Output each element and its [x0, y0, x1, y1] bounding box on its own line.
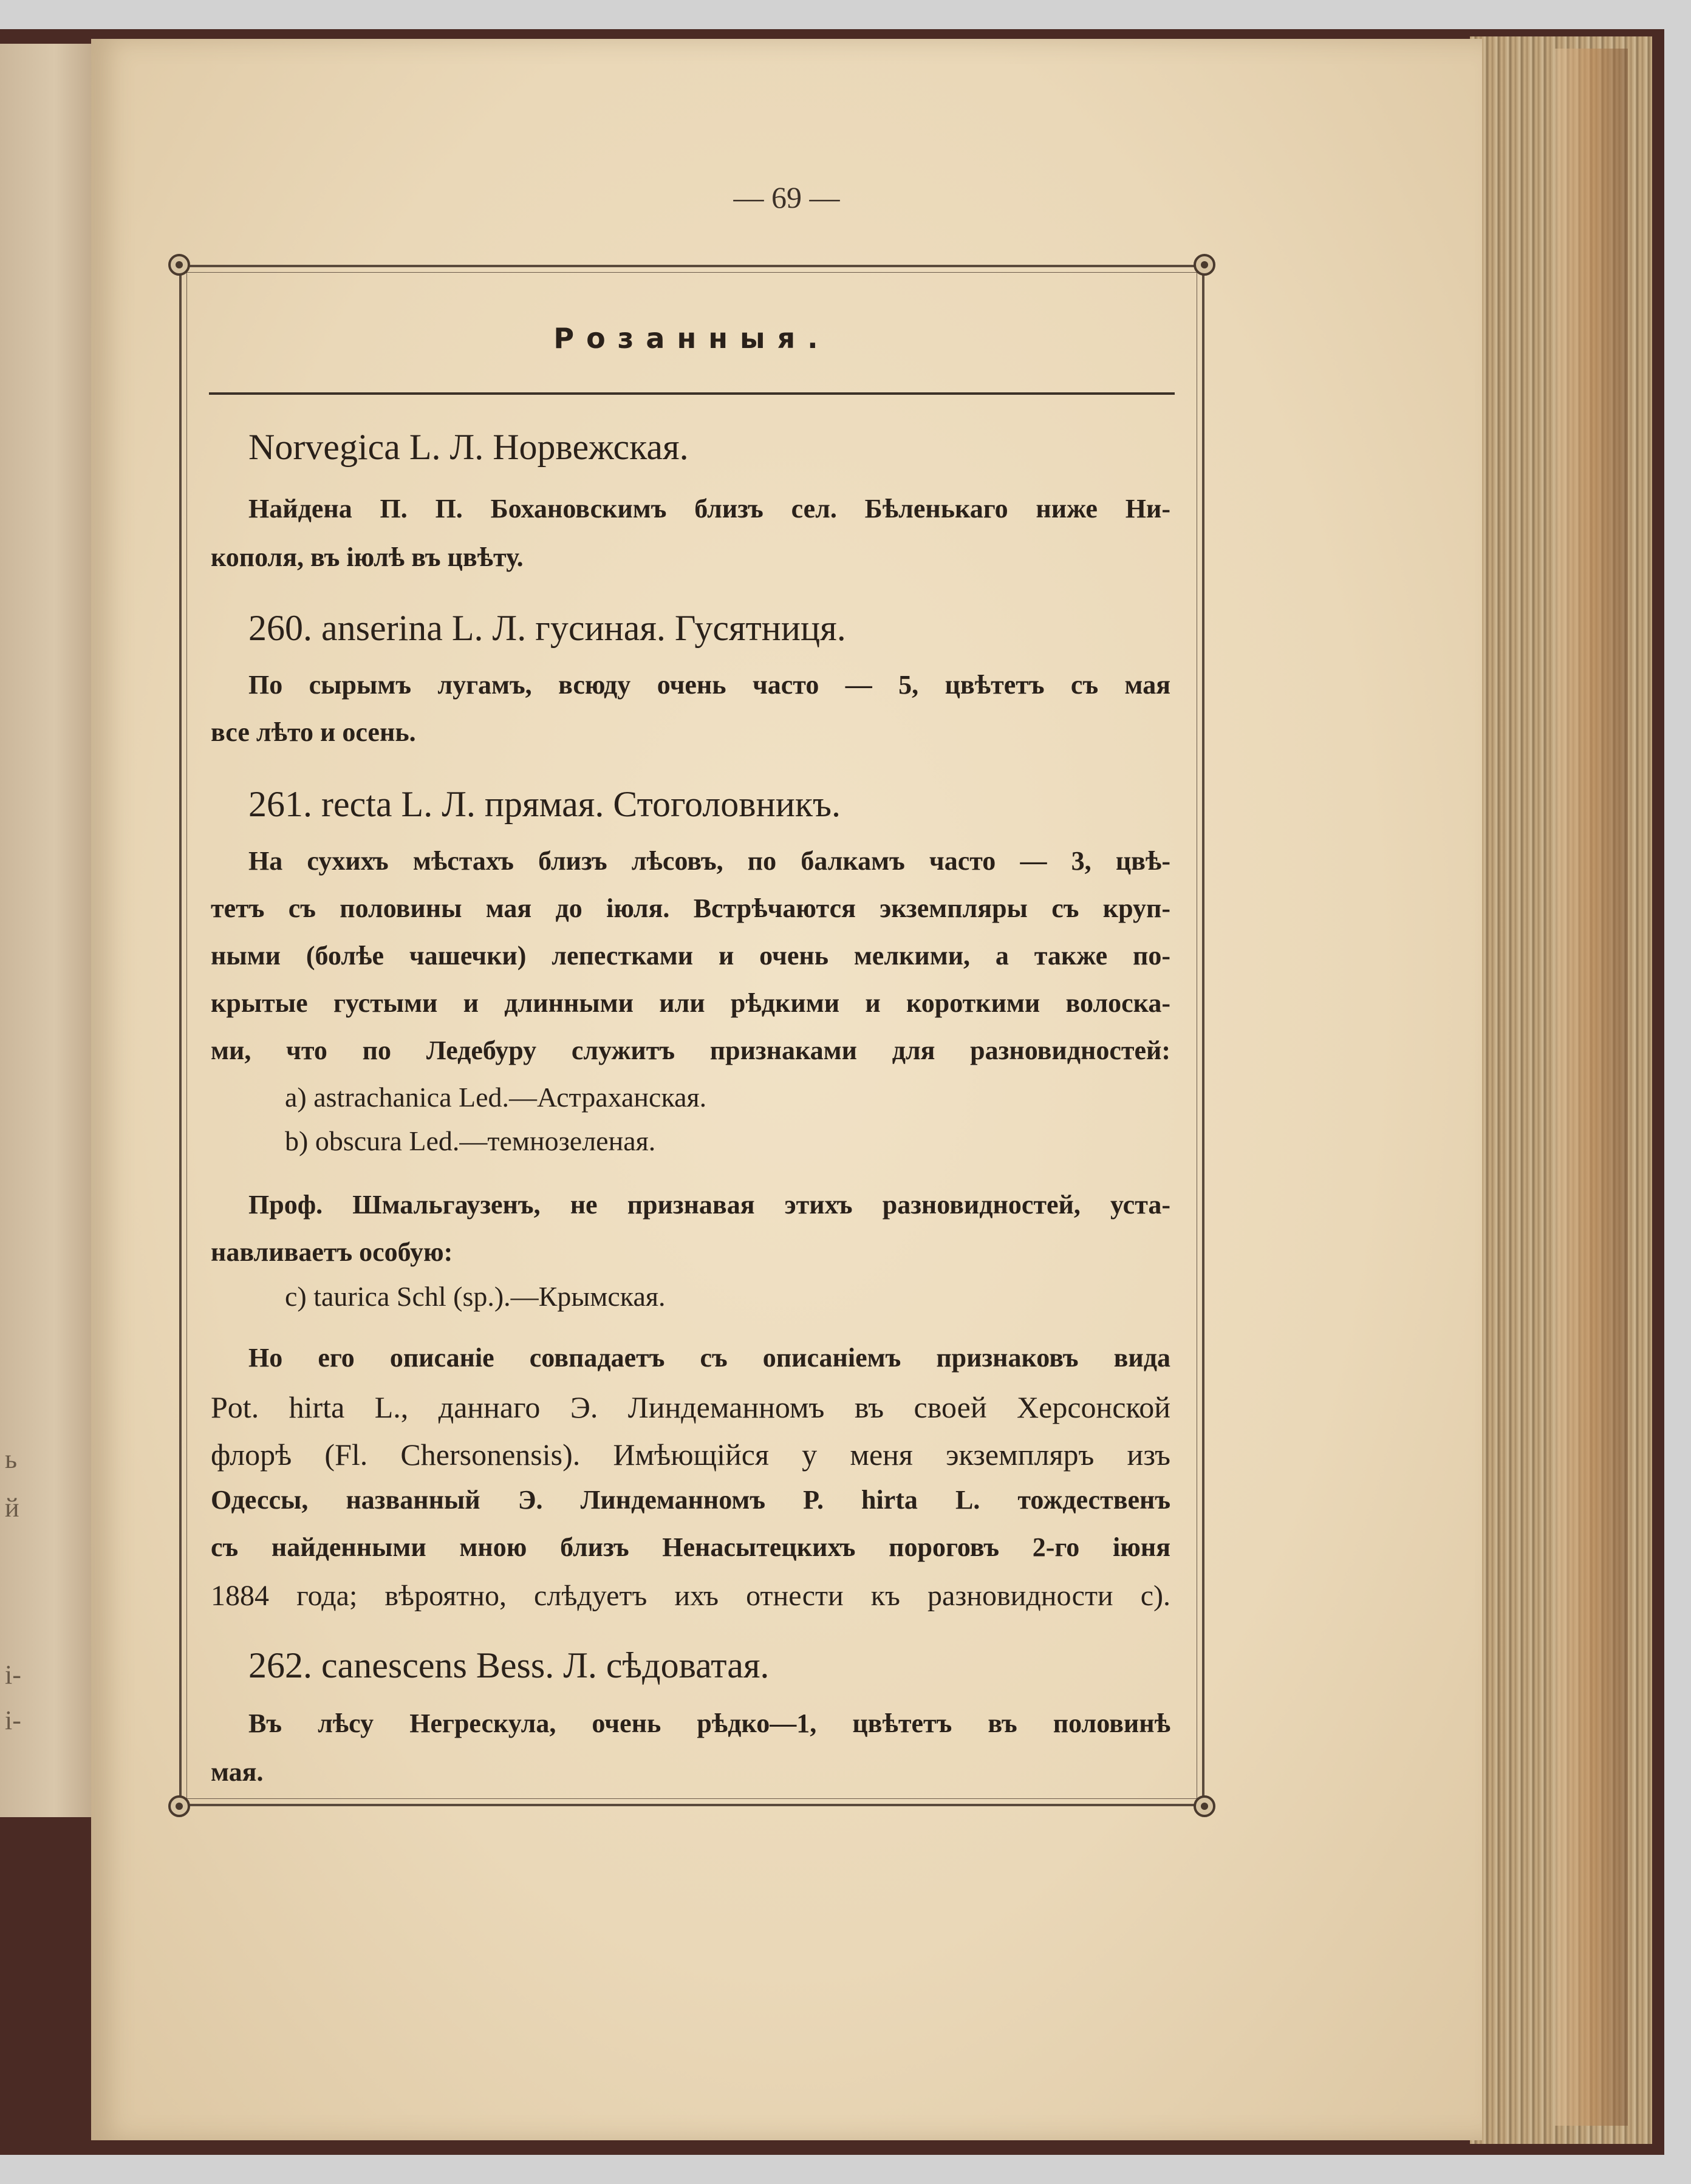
left-page-fragment: і-	[5, 1705, 21, 1735]
body-line: кополя, въ iюлѣ въ цвѣту.	[211, 542, 524, 572]
left-page-fragment: ь	[5, 1444, 18, 1474]
body-line: Въ лѣсу Негрескула, очень рѣдко—1, цвѣтетъ въ половинѣ	[248, 1708, 1170, 1738]
body-line: Pot. hirta L., даннаго Э. Линдеманномъ въ своей Херсонской	[211, 1390, 1170, 1424]
body-line: На сухихъ мѣстахъ близъ лѣсовъ, по балкамъ часто — 3, цвѣ-	[248, 846, 1170, 876]
body-line: мая.	[211, 1757, 264, 1787]
entry-heading: 261. recta L. Л. прямая. Стоголовникъ.	[248, 784, 841, 824]
entry-heading: Norvegica L. Л. Норвежская.	[248, 427, 689, 467]
page-number: — 69 —	[733, 180, 840, 214]
previous-page-edge	[0, 44, 92, 1817]
left-page-fragment: і-	[5, 1660, 21, 1690]
left-page-fragment: й	[5, 1493, 19, 1523]
variety-line: b) obscura Led.—темнозеленая.	[285, 1125, 656, 1156]
body-line: все лѣто и осень.	[211, 717, 416, 747]
ornamental-frame	[179, 265, 1204, 1806]
body-line: Найдена П. П. Бохановскимъ близъ сел. Бѣленькаго ниже Ни-	[248, 494, 1170, 524]
body-line: навливаетъ особую:	[211, 1237, 453, 1267]
frame-corner-ornament	[1194, 254, 1215, 276]
body-line: тетъ съ половины мая до iюля. Встрѣчаются экземпляры съ круп-	[211, 893, 1170, 923]
body-line: съ найденными мною близъ Ненасытецкихъ пороговъ 2-го iюня	[211, 1532, 1170, 1562]
body-line: ными (болѣе чашечки) лепестками и очень мелкими, а также по-	[211, 941, 1170, 971]
variety-line: a) astrachanica Led.—Астраханская.	[285, 1082, 707, 1113]
body-line: По сырымъ лугамъ, всюду очень часто — 5, цвѣтетъ съ мая	[248, 670, 1170, 700]
body-line: ми, что по Ледебуру служитъ признаками для разновидностей:	[211, 1036, 1170, 1065]
body-line: флорѣ (Fl. Chersonensis). Имѣющiйся у меня экземпляръ изъ	[211, 1438, 1170, 1472]
body-line: 1884 года; вѣроятно, слѣдуетъ ихъ отнести къ разновидности c).	[211, 1580, 1170, 1612]
entry-heading: 262. canescens Bess. Л. сѣдоватая.	[248, 1645, 770, 1685]
book-page	[91, 39, 1482, 2140]
entry-heading: 260. anserina L. Л. гусиная. Гусятниця.	[248, 608, 846, 648]
page-stack-shading	[1555, 49, 1628, 2126]
body-line: крытые густыми и длинными или рѣдкими и короткими волоска-	[211, 988, 1170, 1018]
body-line: Проф. Шмальгаузенъ, не признавая этихъ разновидностей, уста-	[248, 1190, 1170, 1220]
variety-line: c) taurica Schl (sp.).—Крымская.	[285, 1281, 666, 1312]
frame-corner-ornament	[1194, 1795, 1215, 1817]
frame-corner-ornament	[168, 1795, 190, 1817]
frame-corner-ornament	[168, 254, 190, 276]
body-line: Одессы, названный Э. Линдеманномъ P. hirta L. тождественъ	[211, 1485, 1170, 1515]
section-title: Розанныя.	[553, 322, 830, 355]
title-rule	[209, 392, 1175, 395]
body-line: Но его описанiе совпадаетъ съ описанiемъ признаковъ вида	[248, 1343, 1170, 1373]
